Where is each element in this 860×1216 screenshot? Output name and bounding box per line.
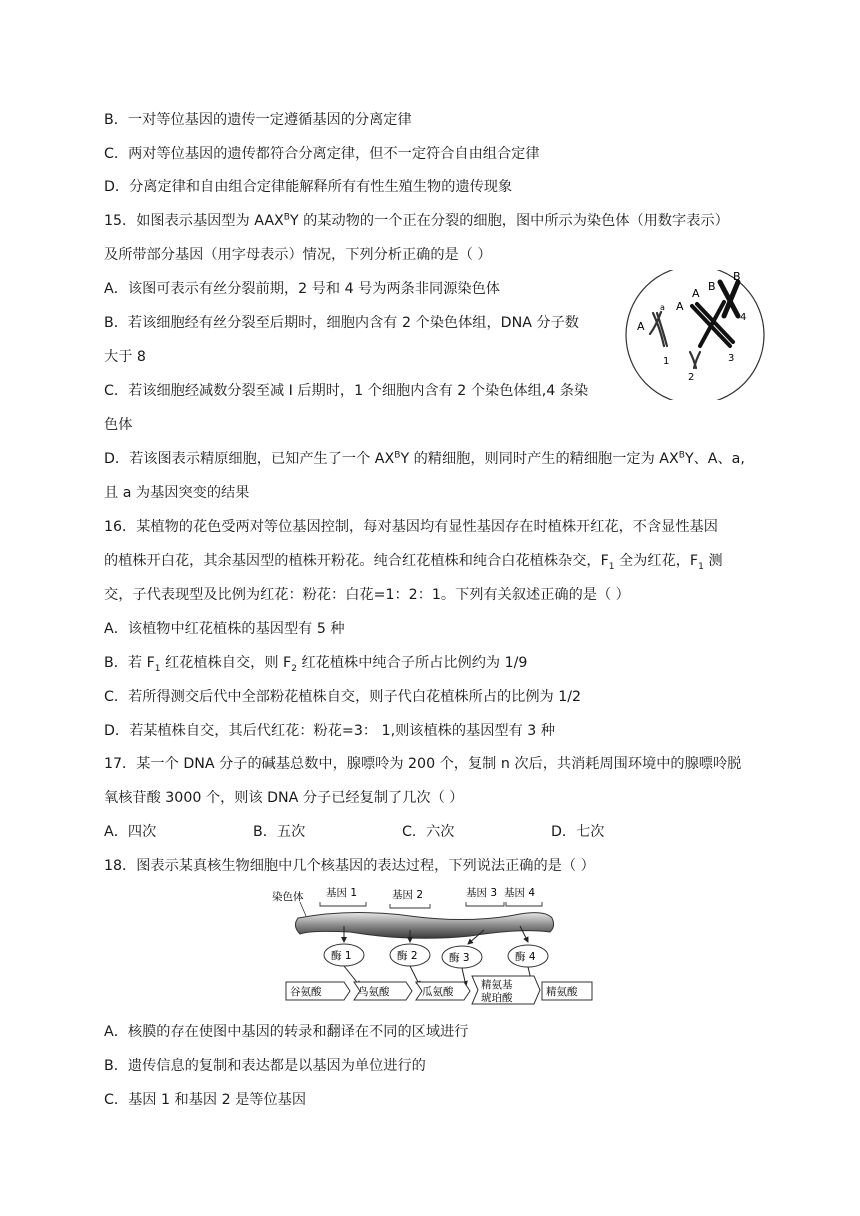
gene-1-label: 基因 1 bbox=[326, 887, 358, 899]
product-arginine-label: 精氨酸 bbox=[546, 986, 578, 998]
q17-option-b: B．五次 bbox=[253, 824, 306, 840]
q14-option-d: D．分离定律和自由组合定律能解释所有有性生殖生物的遗传现象 bbox=[104, 179, 513, 195]
enzyme-4-label: 酶 4 bbox=[515, 951, 536, 963]
q18-option-a: A．核膜的存在使图中基因的转录和翻译在不同的区域进行 bbox=[104, 1024, 469, 1040]
gene-label-b-1: B bbox=[708, 280, 716, 293]
q17-stem-line2: 氧核苷酸 3000 个，则该 DNA 分子已经复制了几次（ ） bbox=[104, 790, 464, 806]
chromosome-pointer bbox=[300, 902, 306, 916]
q15-option-b-line2: 大于 8 bbox=[104, 349, 146, 365]
q14-option-c: C．两对等位基因的遗传都符合分离定律，但不一定符合自由组合定律 bbox=[104, 146, 540, 162]
q15-option-c-line2: 色体 bbox=[104, 417, 133, 433]
gene-1-bracket bbox=[320, 902, 366, 906]
q16-stem-line1: 16．某植物的花色受两对等位基因控制，每对基因均有显性基因存在时植株开红花，不含显性基因 bbox=[104, 519, 718, 535]
q15-option-c-line1: C．若该细胞经减数分裂至减 I 后期时，1 个细胞内含有 2 个染色体组,4 条染 bbox=[104, 383, 589, 399]
q17-stem-line1: 17．某一个 DNA 分子的碱基总数中，腺嘌呤为 200 个，复制 n 次后，共消耗周围环境中的腺嘌呤脱 bbox=[104, 756, 742, 772]
q15-option-b-line1: B．若该细胞经有丝分裂至后期时，细胞内含有 2 个染色体组，DNA 分子数 bbox=[104, 315, 579, 331]
gene-2-bracket bbox=[390, 904, 430, 908]
q15-stem-line2: 及所带部分基因（用字母表示）情况，下列分析正确的是（ ） bbox=[104, 247, 492, 263]
product-citrulline-label: 瓜氨酸 bbox=[422, 986, 454, 998]
gene-4-label: 基因 4 bbox=[504, 887, 536, 899]
q18-option-c: C．基因 1 和基因 2 是等位基因 bbox=[104, 1092, 307, 1108]
chromosome-number-3: 3 bbox=[728, 353, 735, 364]
q18-stem: 18．图表示某真核生物细胞中几个核基因的表达过程，下列说法正确的是（ ） bbox=[104, 858, 595, 874]
chromosome-number-4: 4 bbox=[740, 312, 747, 323]
q16-stem-line3: 交，子代表现型及比例为红花：粉花：白花=1：2：1。下列有关叙述正确的是（ ） bbox=[104, 587, 630, 603]
q17-option-c: C．六次 bbox=[402, 824, 455, 840]
gene-2-label: 基因 2 bbox=[392, 889, 424, 901]
q18-option-b: B．遗传信息的复制和表达都是以基因为单位进行的 bbox=[104, 1058, 426, 1074]
gene-4-bracket bbox=[506, 902, 542, 906]
enzyme-1-label: 酶 1 bbox=[331, 950, 352, 962]
enzyme-3-label: 酶 3 bbox=[449, 952, 470, 964]
q15-stem-line1: 15．如图表示基因型为 $AAX^BY$ 的某动物的一个正在分裂的细胞，图中所示为染色体（用数字表示） bbox=[104, 212, 729, 229]
q16-option-d: D．若某植株自交，其后代红花：粉花=3： 1,则该植株的基因型有 3 种 bbox=[104, 723, 555, 739]
gene-label-a-lower: a bbox=[660, 303, 665, 312]
gene-label-b-2: B bbox=[733, 270, 741, 283]
product-argininosuccinate-label-2: 琥珀酸 bbox=[481, 992, 513, 1004]
product-argininosuccinate-label-1: 精氨基 bbox=[481, 979, 513, 991]
q15-option-d-line2: 且 a 为基因突变的结果 bbox=[104, 485, 250, 501]
chromosome-4 bbox=[720, 282, 738, 316]
enzyme-2-label: 酶 2 bbox=[397, 950, 418, 962]
product-glutamate-label: 谷氨酸 bbox=[290, 986, 322, 998]
gene-expression-figure bbox=[270, 880, 600, 1008]
chromosome-2 bbox=[690, 352, 700, 368]
q14-option-b: B．一对等位基因的遗传一定遵循基因的分离定律 bbox=[104, 112, 412, 128]
product-ornithine-label: 鸟氨酸 bbox=[358, 986, 390, 998]
chromosome-1 bbox=[650, 312, 667, 346]
gene-label-a-upper-3: A bbox=[692, 287, 700, 300]
gene-label-a-upper-1: A bbox=[637, 320, 645, 333]
cell-division-figure bbox=[620, 270, 770, 400]
q17-option-d: D．七次 bbox=[551, 824, 605, 840]
chromosome-bar bbox=[295, 912, 553, 938]
q15-option-a: A．该图可表示有丝分裂前期，2 号和 4 号为两条非同源染色体 bbox=[104, 281, 500, 297]
q16-option-a: A．该植物中红花植株的基因型有 5 种 bbox=[104, 621, 345, 637]
gene-3-label: 基因 3 bbox=[466, 887, 498, 899]
q17-options bbox=[104, 822, 724, 842]
chromosome-number-1: 1 bbox=[663, 356, 670, 367]
q16-option-c: C．若所得测交后代中全部粉花植株自交，则子代白花植株所占的比例为 1/2 bbox=[104, 689, 582, 705]
q17-option-a: A．四次 bbox=[104, 824, 157, 840]
gene-3-bracket bbox=[466, 902, 504, 906]
q16-option-b: B．若 $F_1$ 红花植株自交，则 $F_2$ 红花植株中纯合子所占比例约为 1/9 bbox=[104, 655, 528, 674]
chromosome-number-2: 2 bbox=[688, 372, 695, 383]
gene-label-a-upper-2: A bbox=[676, 300, 684, 313]
q16-stem-line2: 的植株开白花，其余基因型的植株开粉花。纯合红花植株和纯合白花植株杂交，$F_1$ 全为红花，$F_1$ 测 bbox=[104, 553, 723, 572]
chromosome-label: 染色体 bbox=[272, 891, 304, 903]
q15-option-d-line1: D．若该图表示精原细胞，已知产生了一个 $AX^BY$ 的精细胞，则同时产生的精细胞一定为 $AX^BY$、A、a, bbox=[104, 450, 745, 467]
